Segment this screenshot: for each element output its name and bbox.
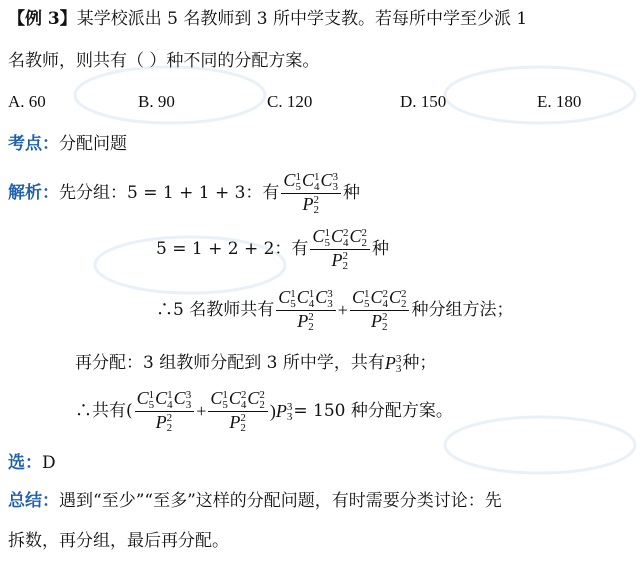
step3-prefix: ∴5 名教师共有 (156, 300, 275, 320)
step1-suffix: 种 (342, 183, 360, 203)
step2-suffix: 种 (371, 239, 389, 259)
option-a: A. 60 (8, 92, 46, 111)
question-line-1 (8, 8, 527, 30)
step5-plus: + (196, 401, 207, 421)
step3-line (156, 282, 513, 338)
watermark-logo (440, 410, 640, 480)
jiexi-label: 解析： (8, 183, 59, 203)
xuan-label: 选： (8, 453, 42, 473)
zongjie-line-2 (8, 530, 229, 552)
step1-line (8, 166, 360, 220)
step3-suffix: 种分组方法； (411, 300, 514, 320)
option-b: B. 90 (138, 92, 175, 111)
step5-fraction-1: C 1 5 C 1 4 C 3 3 P 2 2 (135, 389, 195, 434)
step4-text: 再分配：3 组教师分配到 3 所中学，共有 (75, 353, 385, 373)
zongjie-text-2: 拆数，再分组，最后再分配。 (8, 531, 229, 551)
question-line-2 (8, 50, 319, 72)
option-d: D. 150 (400, 92, 447, 111)
step5-fraction-2: C 1 5 C 2 4 C 2 2 P 2 2 (208, 389, 268, 434)
kaodian-line (8, 133, 127, 155)
step5-perm: )P 3 3 (269, 400, 293, 424)
xuan-text: D (42, 453, 56, 473)
zongjie-label: 总结： (8, 491, 59, 511)
question-text-1: 某学校派出 5 名教师到 3 所中学支教。若每所中学至少派 1 (76, 9, 528, 29)
zongjie-text-1: 遇到“至少”“至多”这样的分配问题，有时需要分类讨论：先 (59, 491, 502, 511)
step1-fraction: C 1 5 C 1 4 C 3 3 P 2 2 (281, 171, 341, 216)
option-c: C. 120 (267, 92, 313, 111)
step1-prefix: 先分组：5 = 1 + 1 + 3：有 (59, 183, 280, 203)
kaodian-text: 分配问题 (59, 134, 127, 154)
kaodian-label: 考点： (8, 134, 59, 154)
example-label: 【例 3】 (8, 9, 77, 29)
step2-line (156, 222, 389, 276)
step4-perm: P 3 3 (384, 352, 402, 376)
step5-prefix: ∴共有( (75, 401, 133, 421)
step4-suffix: 种； (402, 353, 437, 373)
step4-line (75, 350, 436, 376)
xuan-line (8, 452, 56, 474)
step3-fraction-1: C 1 5 C 1 4 C 3 3 P 2 2 (276, 288, 336, 333)
step5-suffix: = 150 种分配方案。 (293, 401, 453, 421)
question-text-2: 名教师，则共有（ ）种不同的分配方案。 (8, 51, 320, 71)
step3-fraction-2: C 1 5 C 2 4 C 2 2 P 2 2 (350, 288, 410, 333)
option-e: E. 180 (537, 92, 582, 111)
step2-prefix: 5 = 1 + 2 + 2：有 (156, 239, 309, 259)
step3-plus: + (337, 300, 348, 320)
step5-line (75, 383, 453, 439)
zongjie-line-1 (8, 490, 502, 512)
step2-fraction: C 1 5 C 2 4 C 2 2 P 2 2 (310, 227, 370, 272)
